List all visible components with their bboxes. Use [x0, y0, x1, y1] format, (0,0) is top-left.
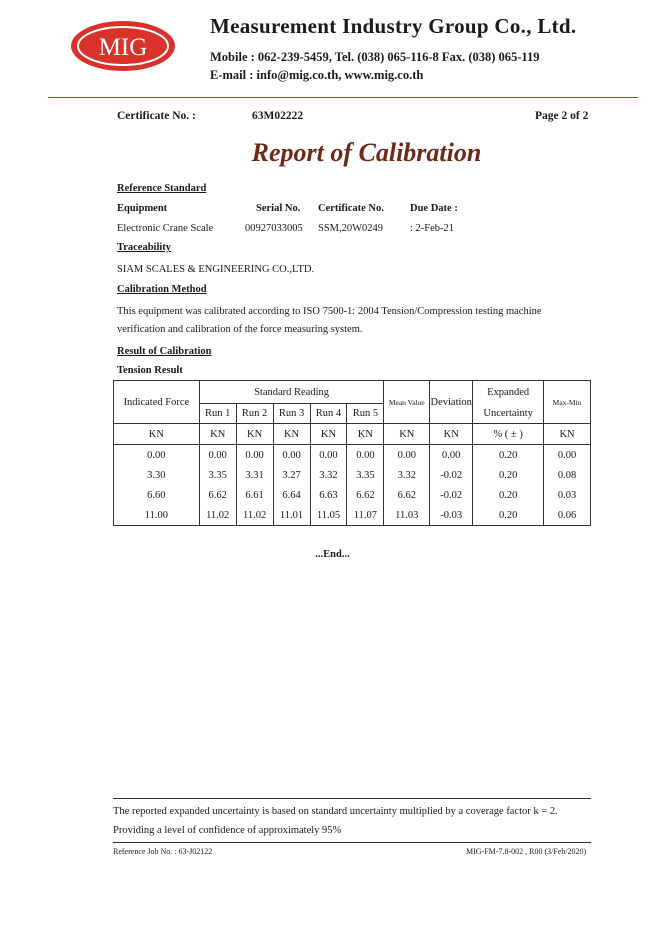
- footer-divider-bottom: [113, 842, 591, 843]
- traceability-heading: Traceability: [117, 242, 172, 253]
- form-code: MIG-FM-7.8-002 , R00 (3/Feb/2020): [466, 847, 587, 856]
- run-header: Run 5: [347, 404, 384, 424]
- table-cell: 0.00: [273, 445, 310, 466]
- table-cell: 11.00: [114, 505, 200, 526]
- table-cell: 3.32: [310, 465, 347, 485]
- table-cell: 3.32: [384, 465, 430, 485]
- unit-cell: KN: [199, 424, 236, 445]
- unit-cell: KN: [114, 424, 200, 445]
- table-cell: 0.00: [430, 445, 473, 466]
- standard-reading-header: Standard Reading: [199, 381, 384, 404]
- unit-cell: KN: [310, 424, 347, 445]
- contact-phone: Mobile : 062-239-5459, Tel. (038) 065-116-8 Fax. (038) 065-119: [210, 50, 540, 64]
- method-text-line2: verification and calibration of the force measuring system.: [117, 324, 363, 335]
- calibration-table: [113, 380, 591, 526]
- serial-header: Serial No.: [256, 203, 301, 214]
- mig-logo: [70, 20, 176, 72]
- logo-text: MIG: [98, 34, 148, 61]
- max-min-header: Max-Min: [544, 381, 591, 424]
- table-cell: 3.35: [199, 465, 236, 485]
- unit-cell: KN: [273, 424, 310, 445]
- confidence-note: Providing a level of confidence of approximately 95%: [113, 825, 342, 836]
- table-cell: 3.35: [347, 465, 384, 485]
- table-cell: 6.62: [199, 485, 236, 505]
- contact-email: E-mail : info@mig.co.th, www.mig.co.th: [210, 68, 424, 82]
- serial-value: 00927033005: [245, 223, 303, 234]
- run-header: Run 3: [273, 404, 310, 424]
- table-cell: 0.00: [544, 445, 591, 466]
- table-cell: 11.02: [199, 505, 236, 526]
- unit-cell: KN: [236, 424, 273, 445]
- method-text-line1: This equipment was calibrated according to ISO 7500-1: 2004 Tension/Compression testing machine: [117, 306, 542, 317]
- deviation-header: Deviation: [430, 381, 473, 424]
- report-title: Report of Calibration: [251, 138, 482, 167]
- table-cell: 6.62: [347, 485, 384, 505]
- unit-cell: KN: [347, 424, 384, 445]
- table-cell: 6.64: [273, 485, 310, 505]
- table-cell: 11.07: [347, 505, 384, 526]
- table-row: [114, 505, 591, 526]
- table-cell: 0.00: [236, 445, 273, 466]
- tension-result-heading: Tension Result: [117, 365, 183, 376]
- run-header: Run 1: [199, 404, 236, 424]
- uncertainty-note: The reported expanded uncertainty is based on standard uncertainty multiplied by a coverage factor k = 2.: [113, 806, 558, 817]
- calibration-method-heading: Calibration Method: [117, 284, 207, 295]
- due-date-value: : 2-Feb-21: [410, 223, 455, 234]
- reference-standard-heading: Reference Standard: [117, 183, 207, 194]
- company-name: Measurement Industry Group Co., Ltd.: [210, 14, 577, 38]
- table-cell: 0.20: [473, 505, 544, 526]
- page-number: Page 2 of 2: [535, 110, 589, 122]
- indicated-force-header: Indicated Force: [114, 381, 200, 424]
- expanded-header: Expanded: [473, 381, 544, 404]
- due-date-header: Due Date :: [410, 203, 458, 214]
- equipment-value: Electronic Crane Scale: [117, 223, 214, 234]
- equipment-header: Equipment: [117, 203, 168, 214]
- table-cell: 11.02: [236, 505, 273, 526]
- table-cell: 0.00: [199, 445, 236, 466]
- table-cell: 3.31: [236, 465, 273, 485]
- header-divider: [48, 97, 638, 98]
- uncertainty-header: Uncertainty: [473, 404, 544, 424]
- result-heading: Result of Calibration: [117, 346, 212, 357]
- table-cell: 11.05: [310, 505, 347, 526]
- table-cell: 0.08: [544, 465, 591, 485]
- traceability-text: SIAM SCALES & ENGINEERING CO.,LTD.: [117, 264, 315, 275]
- table-cell: 6.61: [236, 485, 273, 505]
- table-cell: 0.06: [544, 505, 591, 526]
- table-row: [114, 465, 591, 485]
- table-cell: 0.20: [473, 485, 544, 505]
- table-cell: 0.20: [473, 445, 544, 466]
- table-cell: 3.27: [273, 465, 310, 485]
- end-marker: ...End...: [315, 549, 350, 560]
- table-cell: -0.03: [430, 505, 473, 526]
- unit-cell: KN: [544, 424, 591, 445]
- table-row: [114, 445, 591, 466]
- certificate-header: Certificate No.: [318, 203, 384, 214]
- footer-divider-top: [113, 798, 591, 799]
- unit-cell: KN: [384, 424, 430, 445]
- unit-cell: KN: [430, 424, 473, 445]
- certificate-label: Certificate No. :: [117, 110, 196, 122]
- table-cell: 0.00: [347, 445, 384, 466]
- table-cell: 0.00: [114, 445, 200, 466]
- table-cell: -0.02: [430, 485, 473, 505]
- table-cell: 0.00: [384, 445, 430, 466]
- unit-cell: % ( ± ): [473, 424, 544, 445]
- table-cell: 6.63: [310, 485, 347, 505]
- table-cell: 11.03: [384, 505, 430, 526]
- table-cell: -0.02: [430, 465, 473, 485]
- certificate-value: SSM,20W0249: [318, 223, 384, 234]
- reference-job-number: Reference Job No. : 63-J02122: [113, 847, 213, 856]
- table-cell: 0.03: [544, 485, 591, 505]
- mean-value-header: Mean Value: [384, 381, 430, 424]
- run-header: Run 2: [236, 404, 273, 424]
- table-cell: 3.30: [114, 465, 200, 485]
- table-cell: 6.60: [114, 485, 200, 505]
- table-row: [114, 485, 591, 505]
- table-cell: 0.00: [310, 445, 347, 466]
- certificate-number: 63M02222: [252, 110, 304, 122]
- table-cell: 0.20: [473, 465, 544, 485]
- run-header: Run 4: [310, 404, 347, 424]
- table-cell: 6.62: [384, 485, 430, 505]
- table-cell: 11.01: [273, 505, 310, 526]
